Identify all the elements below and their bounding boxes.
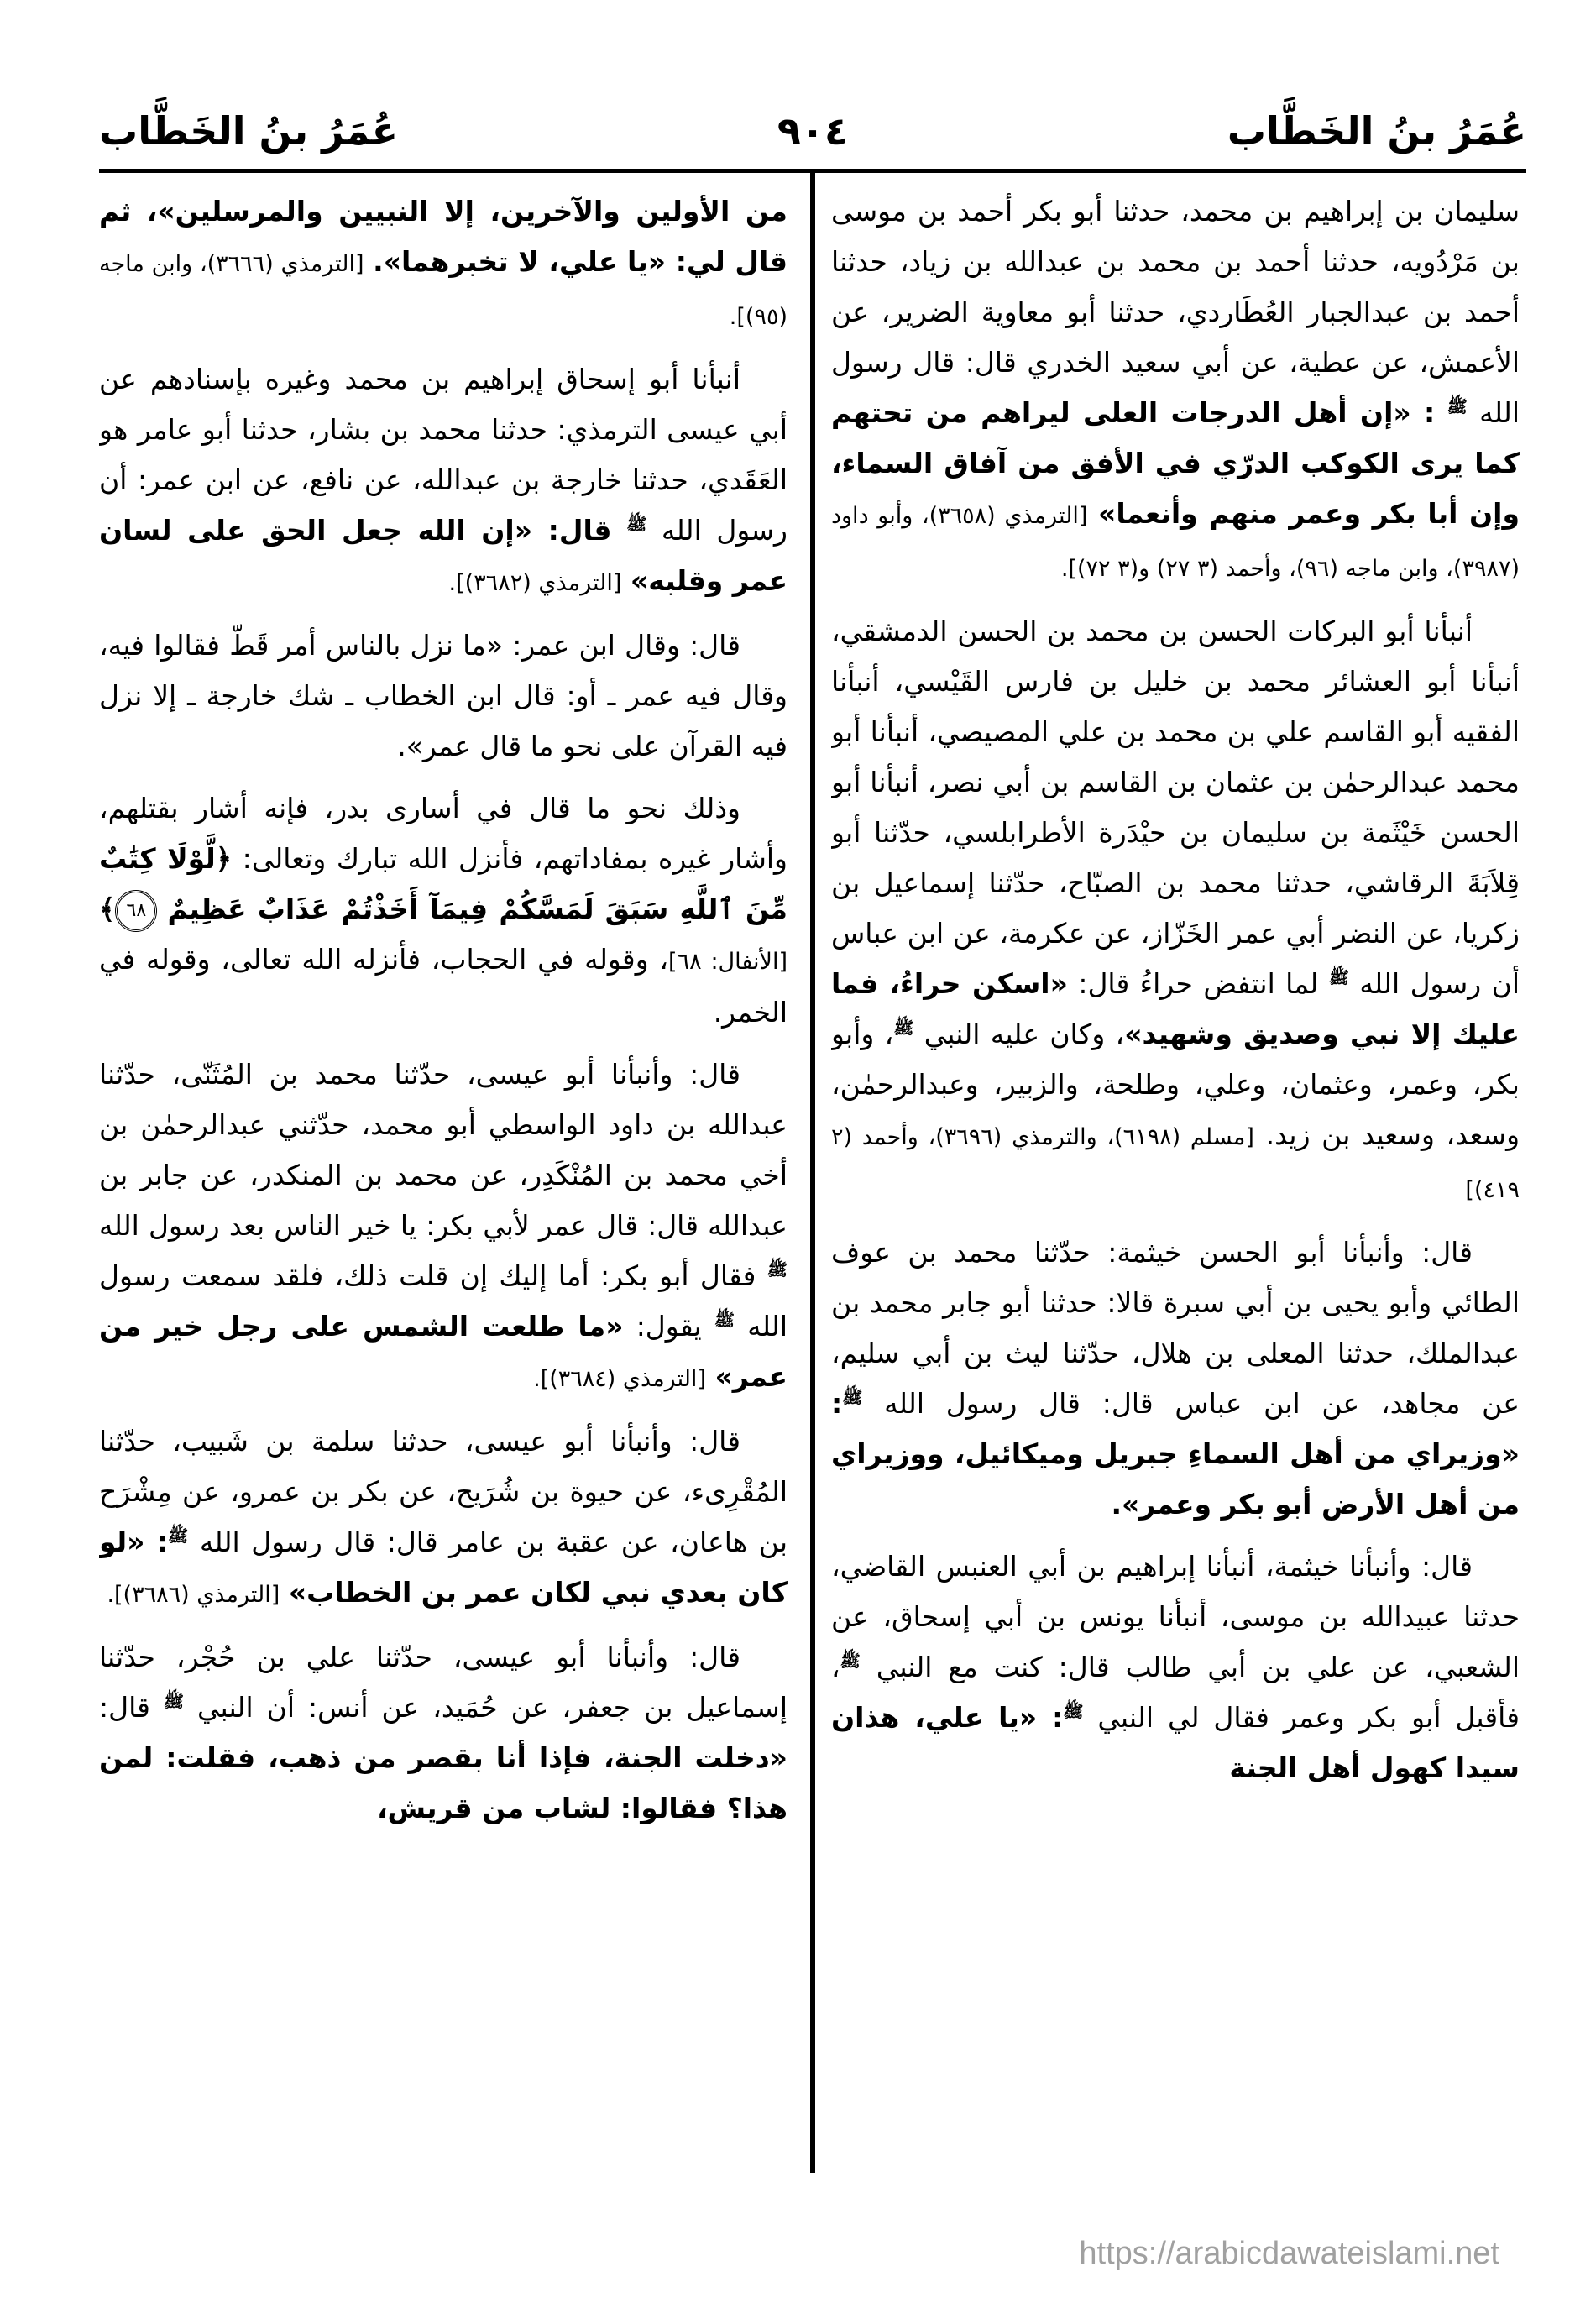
right-column: [831, 186, 1520, 2176]
isnad-text: قال: وأنبأنا أبو عيسى، حدّثنا علي بن حُجْر، حدّثنا إسماعيل بن جعفر، عن حُمَيد، عن أنس: أن النبي: [99, 1641, 788, 1724]
salawat-symbol: ﷺ: [893, 1018, 914, 1038]
isnad-text: سليمان بن إبراهيم بن محمد، حدثنا أبو بكر أحمد بن موسى بن مَرْدُويه، حدثنا أحمد بن محمد بن عبدالله بن زياد، حدثنا أحمد بن عبدالجبار العُطَاردي، حدثنا أبو معاوية الضرير، عن الأعمش، عن عطية، عن أبي سعيد الخدري قال: قال رسول الله: [831, 195, 1520, 429]
salawat-symbol: ﷺ: [714, 1310, 735, 1330]
narration-text: يقول:: [636, 1310, 702, 1343]
narration-text: ، وكان عليه النبي: [924, 1018, 1125, 1050]
quran-verse: ﴿لَّوْلَا كِتَٰبٌ مِّنَ ٱللَّهِ سَبَقَ لَمَسَّكُمْ فِيمَآ أَخَذْتُمْ عَذَابٌ عَظِيمٌ: [99, 842, 788, 925]
salawat-symbol: ﷺ: [1328, 967, 1349, 987]
hadith-quote: «اسكن حراءُ، فما عليك إلا نبي وصديق وشهيد»: [831, 967, 1520, 1050]
isnad-text: قال: وأنبأنا أبو عيسى، حدثنا سلمة بن شَبيب، حدّثنا المُقْرِىء، عن حيوة بن شُرَيح، عن بكر بن عمرو، عن مِشْرَح بن هاعان، عن عقبة بن عامر قال: قال رسول الله: [99, 1425, 788, 1558]
salawat-symbol: ﷺ: [767, 1259, 788, 1280]
page-number: ٩٠٤: [777, 108, 849, 154]
column-divider: [810, 170, 815, 2173]
hadith-quote: «ما طلعت الشمس على رجل خير من عمر»: [99, 1310, 788, 1393]
isnad-text: أنبأنا أبو البركات الحسن بن محمد بن الحسن الدمشقي، أنبأنا أبو العشائر محمد بن خليل بن فارس القَيْسي، أنبأنا الفقيه أبو القاسم علي بن محمد بن علي المصيصي، أنبأنا أبو محمد عبدالرحمٰن بن عثمان بن القاسم بن أبي نصر، أنبأنا أبو الحسن خَيْثَمة بن سليمان بن حيْدَرة الأطرابلسي، حدّثنا أبو قِلاَبَةَ الرقاشي، حدثنا محمد بن الصبّاح، حدّثنا إسماعيل بن زكريا، عن النضر أبي عمر الخَزّاز، عن عكرمة، عن ابن عباس أن رسول الله: [831, 615, 1520, 1000]
salawat-symbol: ﷺ: [168, 1526, 189, 1546]
header-title-left: عُمَرُ بنُ الخَطَّاب: [99, 108, 399, 154]
paragraph: [831, 606, 1520, 1216]
narration-text: ، وقوله في الحجاب، فأنزله الله تعالى، وقوله في الخمر.: [99, 943, 788, 1029]
isnad-text: قال: وأنبأنا أبو عيسى، حدّثنا محمد بن المُثَنّى، حدّثنا عبدالله بن داود الواسطي أبو محمد، حدّثني عبدالرحمٰن بن أخي محمد بن المُنْكَدِر، عن محمد بن المنكدر، عن جابر بن عبدالله قال: قال عمر لأبي بكر: يا خير الناس بعد رسول الله: [99, 1058, 788, 1242]
narration-text: وذلك نحو ما قال في أسارى بدر، فإنه أشار بقتلهم، وأشار غيره بمفاداتهم، فأنزل الله تبارك وتعالى:: [99, 792, 788, 875]
watermark-url: https://arabicdawateislami.net: [1079, 2236, 1499, 2271]
citation: [الترمذي (٣٦٨٦)].: [107, 1582, 280, 1608]
hadith-quote: «دخلت الجنة، فإذا أنا بقصر من ذهب، فقلت: لمن هذا؟ فقالوا: لشاب من قريش،: [99, 1741, 788, 1824]
hadith-quote: : «يا علي، هذان سيدا كهول أهل الجنة: [831, 1701, 1520, 1784]
running-header: [99, 94, 1526, 165]
citation: [الترمذي (٣٦٨٢)].: [448, 570, 622, 596]
narration-text: قال: وقال ابن عمر: «ما نزل بالناس أمر قَطّ فقالوا فيه، وقال فيه عمر ـ أو: قال ابن الخطاب ـ شك خارجة ـ إلا نزل فيه القرآن على نحو ما قال عمر».: [99, 629, 788, 762]
paragraph: [831, 1541, 1520, 1793]
narration-text: قال:: [99, 1691, 150, 1724]
narration-text: لما انتفض حراءُ قال:: [1078, 967, 1319, 1000]
quran-verse-close: ﴾: [99, 892, 116, 925]
paragraph: [99, 354, 788, 609]
hadith-quote: : «وزيراي من أهل السماءِ جبريل وميكائيل، ووزيراي من أهل الأرض أبو بكر وعمر».: [831, 1387, 1520, 1521]
salawat-symbol: ﷺ: [842, 1387, 863, 1407]
citation: [الترمذي (٣٦٨٤)].: [533, 1366, 706, 1392]
left-column: [99, 186, 788, 2176]
salawat-symbol: ﷺ: [840, 1651, 861, 1671]
citation: [الترمذي (٣٦٥٨)، وأبو داود (٣٩٨٧)، وابن ماجه (٩٦)، وأحمد (٣ ٢٧) و(٣ ٧٢)].: [831, 503, 1520, 582]
isnad-text: قال: وأنبأنا خيثمة، أنبأنا إبراهيم بن أبي العنبس القاضي، حدثنا عبيدالله بن موسى، أنبأنا يونس بن أبي إسحاق، عن الشعبي، عن علي بن أبي طالب قال: كنت مع النبي: [831, 1550, 1520, 1683]
paragraph: [831, 186, 1520, 594]
hadith-quote: من الأولين والآخرين، إلا النبيين والمرسلين»، ثم قال لي: «يا علي، لا تخبرهما».: [99, 195, 788, 278]
header-title-right: عُمَرُ بنُ الخَطَّاب: [1227, 108, 1526, 154]
hadith-quote: : «إن أهل الدرجات العلى ليراهم من تحتهم كما يرى الكوكب الدرّي في الأفق من آفاق السماء، وإن أبا بكر وعمر منهم وأنعما»: [831, 396, 1520, 530]
narration-text: فقال أبو بكر: أما إليك إن قلت ذلك، فلقد سمعت رسول الله: [99, 1259, 788, 1343]
hadith-quote: قال: «إن الله جعل الحق على لسان عمر وقلبه»: [99, 514, 788, 597]
salawat-symbol: ﷺ: [1447, 396, 1468, 416]
paragraph: [99, 1416, 788, 1620]
paragraph: [99, 1632, 788, 1834]
salawat-symbol: ﷺ: [1063, 1701, 1084, 1721]
paragraph: [831, 1227, 1520, 1530]
citation: [الأنفال: ٦٨]: [668, 949, 788, 975]
salawat-symbol: ﷺ: [163, 1691, 185, 1711]
citation: [مسلم (٦١٩٨)، والترمذي (٣٦٩٦)، وأحمد (٢ ٤١٩)]: [831, 1124, 1520, 1203]
citation: [الترمذي (٣٦٦٦)، وابن ماجه (٩٥)].: [99, 251, 788, 330]
narration-text: ، فأقبل أبو بكر وعمر فقال لي النبي: [831, 1651, 1520, 1734]
salawat-symbol: ﷺ: [626, 514, 647, 534]
paragraph: [99, 1049, 788, 1405]
hadith-quote: : «لو كان بعدي نبي لكان عمر بن الخطاب»: [99, 1526, 788, 1609]
paragraph: [99, 186, 788, 343]
isnad-text: قال: وأنبأنا أبو الحسن خيثمة: حدّثنا محمد بن عوف الطائي وأبو يحيى بن أبي سبرة قالا: حدثنا أبو جابر محمد بن عبدالملك، حدثنا المعلى بن هلال، حدّثنا ليث بن أبي سليم، عن مجاهد، عن ابن عباس قال: قال رسول الله: [831, 1236, 1520, 1420]
isnad-text: أنبأنا أبو إسحاق إبراهيم بن محمد وغيره بإسنادهم عن أبي عيسى الترمذي: حدثنا محمد بن بشار، حدثنا أبو عامر هو العَقَدي، حدثنا خارجة بن عبدالله، عن نافع، عن ابن عمر: أن رسول الله: [99, 363, 788, 547]
paragraph: [99, 620, 788, 772]
paragraph: [99, 783, 788, 1038]
narration-text: ، وأبو بكر، وعمر، وعثمان، وعلي، وطلحة، والزبير، وعبدالرحمٰن، وسعد، وسعيد بن زيد.: [831, 1018, 1520, 1151]
ayah-number-icon: ٦٨: [115, 890, 157, 932]
